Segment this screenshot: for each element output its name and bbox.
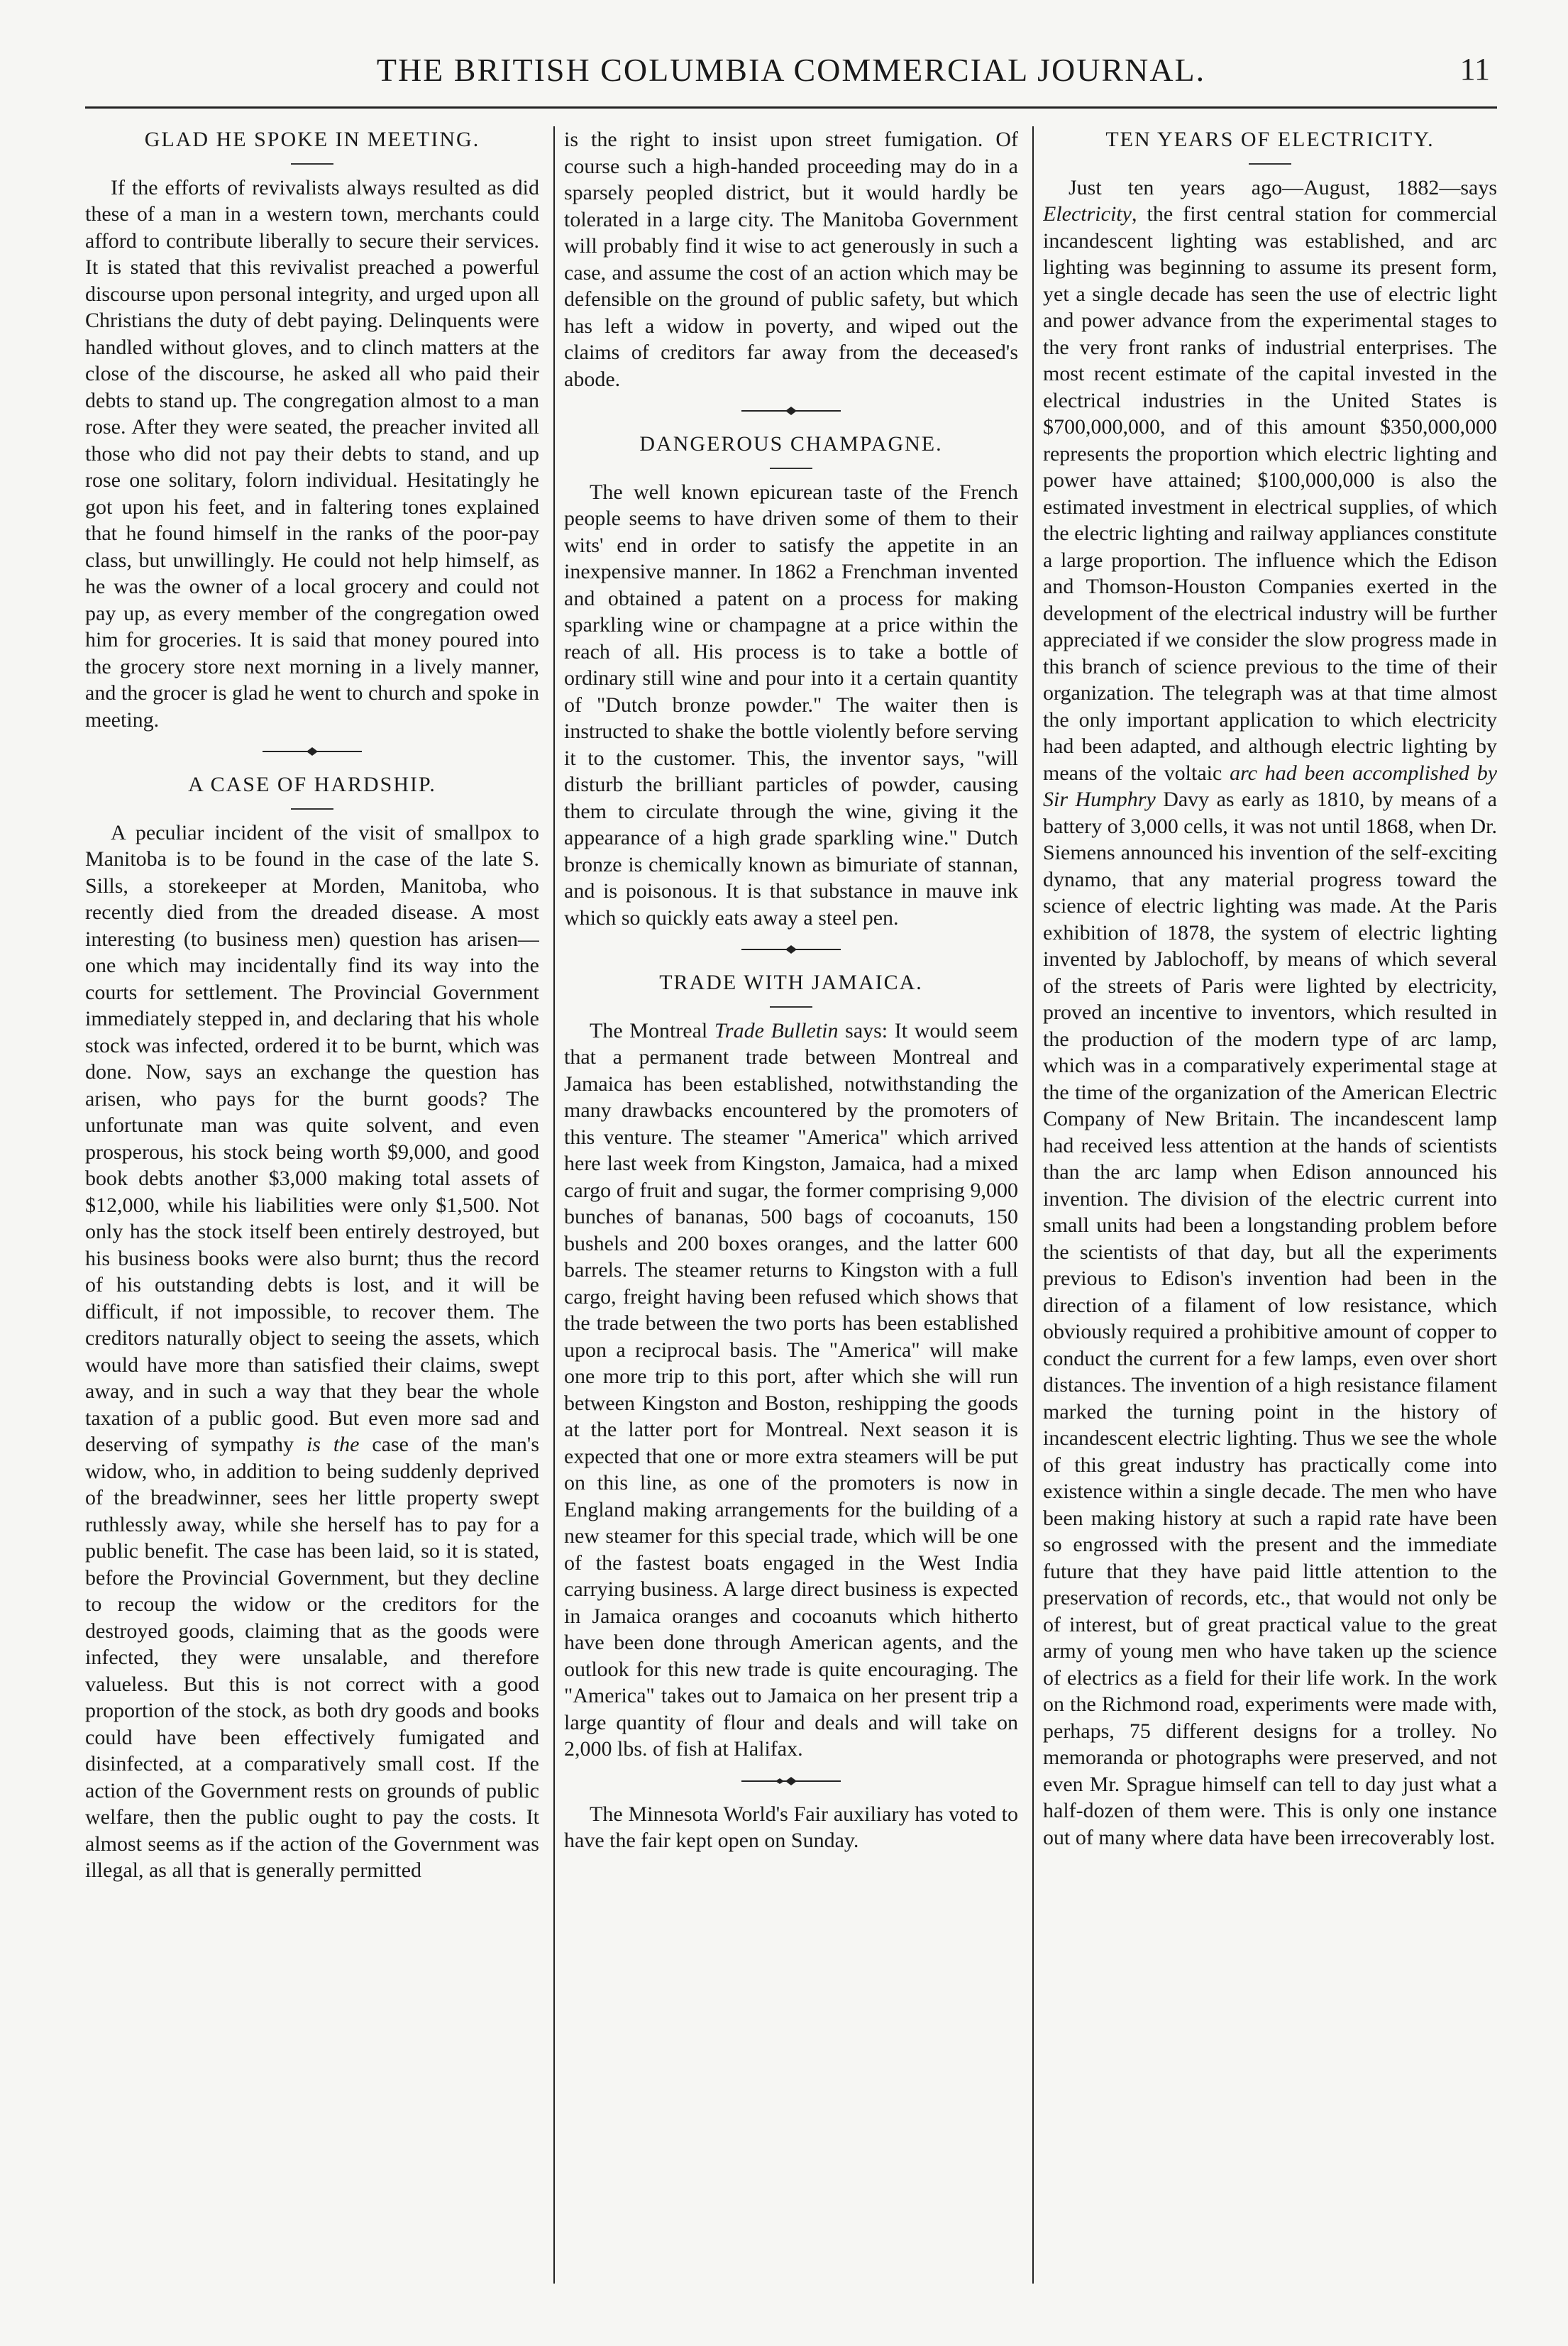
article-title: TEN YEARS OF ELECTRICITY.: [1105, 128, 1435, 151]
masthead-rule: [85, 106, 1497, 109]
article-italic-text: is the: [306, 1433, 360, 1456]
article-body: The well known epicurean taste of the French people seems to have driven some of them to their wits' end in order to satisfy the appetite in an inexpensive manner. In 1862 a Frenchman invented and obtained a patent on a process for making sparkling wine or champagne at a price within the reach of all. His process is to take a bottle of ordinary still wine and pour into it a certain quantity of "Dutch bronze powder." The waiter then is instructed to shake the bottle violently before serving it to the customer. This, the inventor says, "will disturb the brilliant particles of powder, causing them to circulate through the wine, giving it the appearance of a high grade sparkling wine." Dutch bronze is chemically known as bimuriate of stannan, and is poisonous. It is that substance in mauve ink which so quickly eats away a steel pen.: [564, 480, 1018, 930]
column-1: [85, 126, 539, 2284]
article-title: DANGEROUS CHAMPAGNE.: [639, 432, 943, 456]
journal-title: THE BRITISH COLUMBIA COMMERCIAL JOURNAL.: [376, 52, 1206, 88]
article-title: TRADE WITH JAMAICA.: [659, 971, 923, 994]
source-name: Trade Bulletin: [714, 1018, 839, 1042]
masthead: [85, 51, 1497, 101]
page-number: 11: [1459, 52, 1490, 87]
title-rule: [291, 808, 333, 810]
article-title: A CASE OF HARDSHIP.: [188, 773, 436, 796]
news-item: The Minnesota World's Fair auxiliary has voted to have the fair kept open on Sunday.: [564, 1802, 1018, 1852]
column-divider: [1032, 126, 1034, 2284]
column-3: [1043, 126, 1497, 2284]
title-rule: [770, 1006, 812, 1008]
article-continuation: is the right to insist upon street fumigation. Of course such a high-handed proceeding may do in a sparsely peopled district, but it would hardly be tolerated in a large city. The Manitoba Government will probably find it wise to act generously in such a case, and assume the cost of an action which may be defensible on the ground of public safety, but which has left a widow in poverty, and wiped out the claims of creditors far away from the deceased's abode.: [564, 128, 1018, 391]
article-text: A peculiar incident of the visit of smallpox to Manitoba is to be found in the case of the late S. Sills, a storekeeper at Morden, Manitoba, who recently died from the dreaded disease. A most interesting (to business men) question has arisen—one which may incidentally find its way into the courts for settlement. The Provincial Government immediately stepped in, and declaring that his whole stock was infected, ordered it to be burnt, which was done. Now, says an exchange the question has arisen, who pays for the burnt goods? The unfortunate man was quite solvent, and even prosperous, his stock being worth $9,000, and good book debts another $3,000 making total assets of $12,000, while his liabilities were only $1,500. Not only has the stock itself been entirely destroyed, but his business books were also burnt; thus the record of his outstanding debts is lost, and it will be difficult, if not impossible, to recover them. The creditors naturally object to seeing the assets, which would have more than satisfied their claims, swept away, and in such a way that they bear the whole taxation of a public good. But even more sad and deserving of sympathy: [85, 820, 539, 1456]
title-rule: [1249, 163, 1291, 165]
title-rule: [291, 163, 333, 165]
separator-ornament-icon: [741, 1773, 841, 1790]
article-title: GLAD HE SPOKE IN MEETING.: [144, 128, 480, 151]
article-body: [1043, 175, 1497, 1851]
article-text: case of the man's widow, who, in addition to being suddenly deprived of the breadwinner, sees her little property swept ruthlessly away, while she herself has to pay for a public benefit. The case has been laid, so it is stated, before the Provincial Government, but they decline to recoup the widow or the creditors for the destroyed goods, claiming that as the goods were infected, they were unsalable, and therefore valueless. But this is not correct with a good proportion of the stock, as both dry goods and books could have been effectively fumigated and disinfected, at a comparatively small cost. If the action of the Government rests on grounds of public welfare, then the public ought to pay the costs. It almost seems as if the action of the Government was illegal, as all that is generally permitted: [85, 1433, 539, 1882]
article-text: , the first central station for commercial incandescent lighting was established, and arc lighting was beginning to assume its present form, yet a single decade has seen the use of electric light and power advance from the experimental stages to the very front ranks of industrial enterprises. The most recent estimate of the capital invested in the electrical industries in the United States is $700,000,000, and of this amount $350,000,000 represents the proportion which electric lighting and power have attained; $100,000,000 is also the estimated investment in electrical supplies, of which the electric lighting and railway appliances constitute a large proportion. The influence which the Edison and Thomson-Houston Companies exerted in the development of the electrical industry will be further appreciated if we consider the slow progress made in this branch of science previous to the time of their organization. The telegraph was at that time almost the only important application to which electricity had been adapted, and although electric lighting by means of the voltaic: [1043, 202, 1497, 785]
article-body: If the efforts of revivalists always resulted as did these of a man in a western town, merchants could afford to contribute liberally to secure their services. It is stated that this revivalist preached a powerful discourse upon personal integrity, and urged upon all Christians the duty of debt paying. Delinquents were handled without gloves, and to clinch matters at the close of the discourse, he asked all who paid their debts to stand up. The congregation almost to a man rose. After they were seated, the preacher invited all those who did not pay their debts to stand, and up rose one solitary, folorn individual. Hesitatingly he got upon his feet, and in faltering tones explained that he found himself in the ranks of the poor-pay class, but unwillingly. He could not help himself, as he was the owner of a local grocery and could not pay up, as every member of the congregation owed him for groceries. It is said that money poured into the grocery store next morning in a lively manner, and the grocer is glad he went to church and spoke in meeting.: [85, 175, 539, 732]
title-rule: [770, 468, 812, 469]
column-2: [564, 126, 1018, 2284]
separator-ornament-icon: [741, 941, 841, 958]
column-divider: [553, 126, 555, 2284]
article-text: says: It would seem that a permanent trade between Montreal and Jamaica has been established, notwithstanding the many drawbacks encountered by the promoters of this venture. The steamer "America" which arrived here last week from Kingston, Jamaica, had a mixed cargo of fruit and sugar, the former comprising 9,000 bunches of bananas, 500 bags of cocoanuts, 150 bushels and 200 boxes oranges, and the latter 600 barrels. The steamer returns to Kingston with a full cargo, freight having been refused which shows that the trade between the two ports has been established upon a reciprocal basis. The "America" will make one more trip to this port, after which she will run between Kingston and Boston, reshipping the goods at the latter port for Montreal. Next season it is expected that one or more extra steamers will be put on this line, as one of the promoters is now in England making arrangements for the building of a new steamer for this special trade, which will be one of the fastest boats engaged in the West India carrying business. A large direct business is expected in Jamaica oranges and cocoanuts which hitherto have been done through American agents, and the outlook for this new trade is quite encouraging. The "America" takes out to Jamaica on her present trip a large quantity of flour and deals and will take on 2,000 lbs. of fish at Halifax.: [564, 1018, 1018, 1761]
article-italic-text: arc had been accomplished by Sir Humphry: [1043, 761, 1497, 811]
article-text: The Montreal: [590, 1018, 714, 1042]
source-name: Electricity: [1043, 202, 1132, 226]
article-body: [85, 820, 539, 1884]
article-text: Just ten years ago—August, 1882—says: [1069, 175, 1497, 199]
separator-ornament-icon: [263, 743, 362, 760]
article-text: Davy as early as 1810, by means of a battery of 3,000 cells, it was not until 1868, when Dr. Siemens announced his invention of the self-exciting dynamo, that any material progress toward the science of electric lighting was made. At the Paris exhibition of 1878, the system of electric lighting invented by Jablochoff, by means of which several of the streets of Paris were lighted by electricity, proved an incentive to inventors, which resulted in the production of the modern type of arc lamp, which was in a comparatively experimental stage at the time of the organization of the American Electric Company of New Britain. The incandescent lamp had received less attention at the hands of scientists than the arc lamp when Edison announced his invention. The division of the electric current into small units had been a longstanding problem before the scientists of that day, but all the experiments previous to Edison's invention had been in the direction of a filament of low resistance, which obviously required a prohibitive amount of copper to conduct the current for a few lamps, even over short distances. The invention of a high resistance filament marked the turning point in the history of incandescent electric lighting. Thus we see the whole of this great industry has practically come into existence within a single decade. The men who have been making history at such a rapid rate have been so engrossed with the present and the immediate future that they have paid little attention to the preservation of records, etc., that would not only be of interest, but of great practical value to the great army of young men who have taken up the science of electrics as a field for their life work. In the work on the Richmond road, experiments were made with, perhaps, 75 different designs for a trolley. No memoranda or photographs were preserved, and not even Mr. Sprague himself can tell to day just what a half-dozen of them were. This is only one instance out of many where data have been irrecoverably lost.: [1043, 788, 1497, 1849]
separator-ornament-icon: [741, 402, 841, 419]
article-body: [564, 1018, 1018, 1763]
